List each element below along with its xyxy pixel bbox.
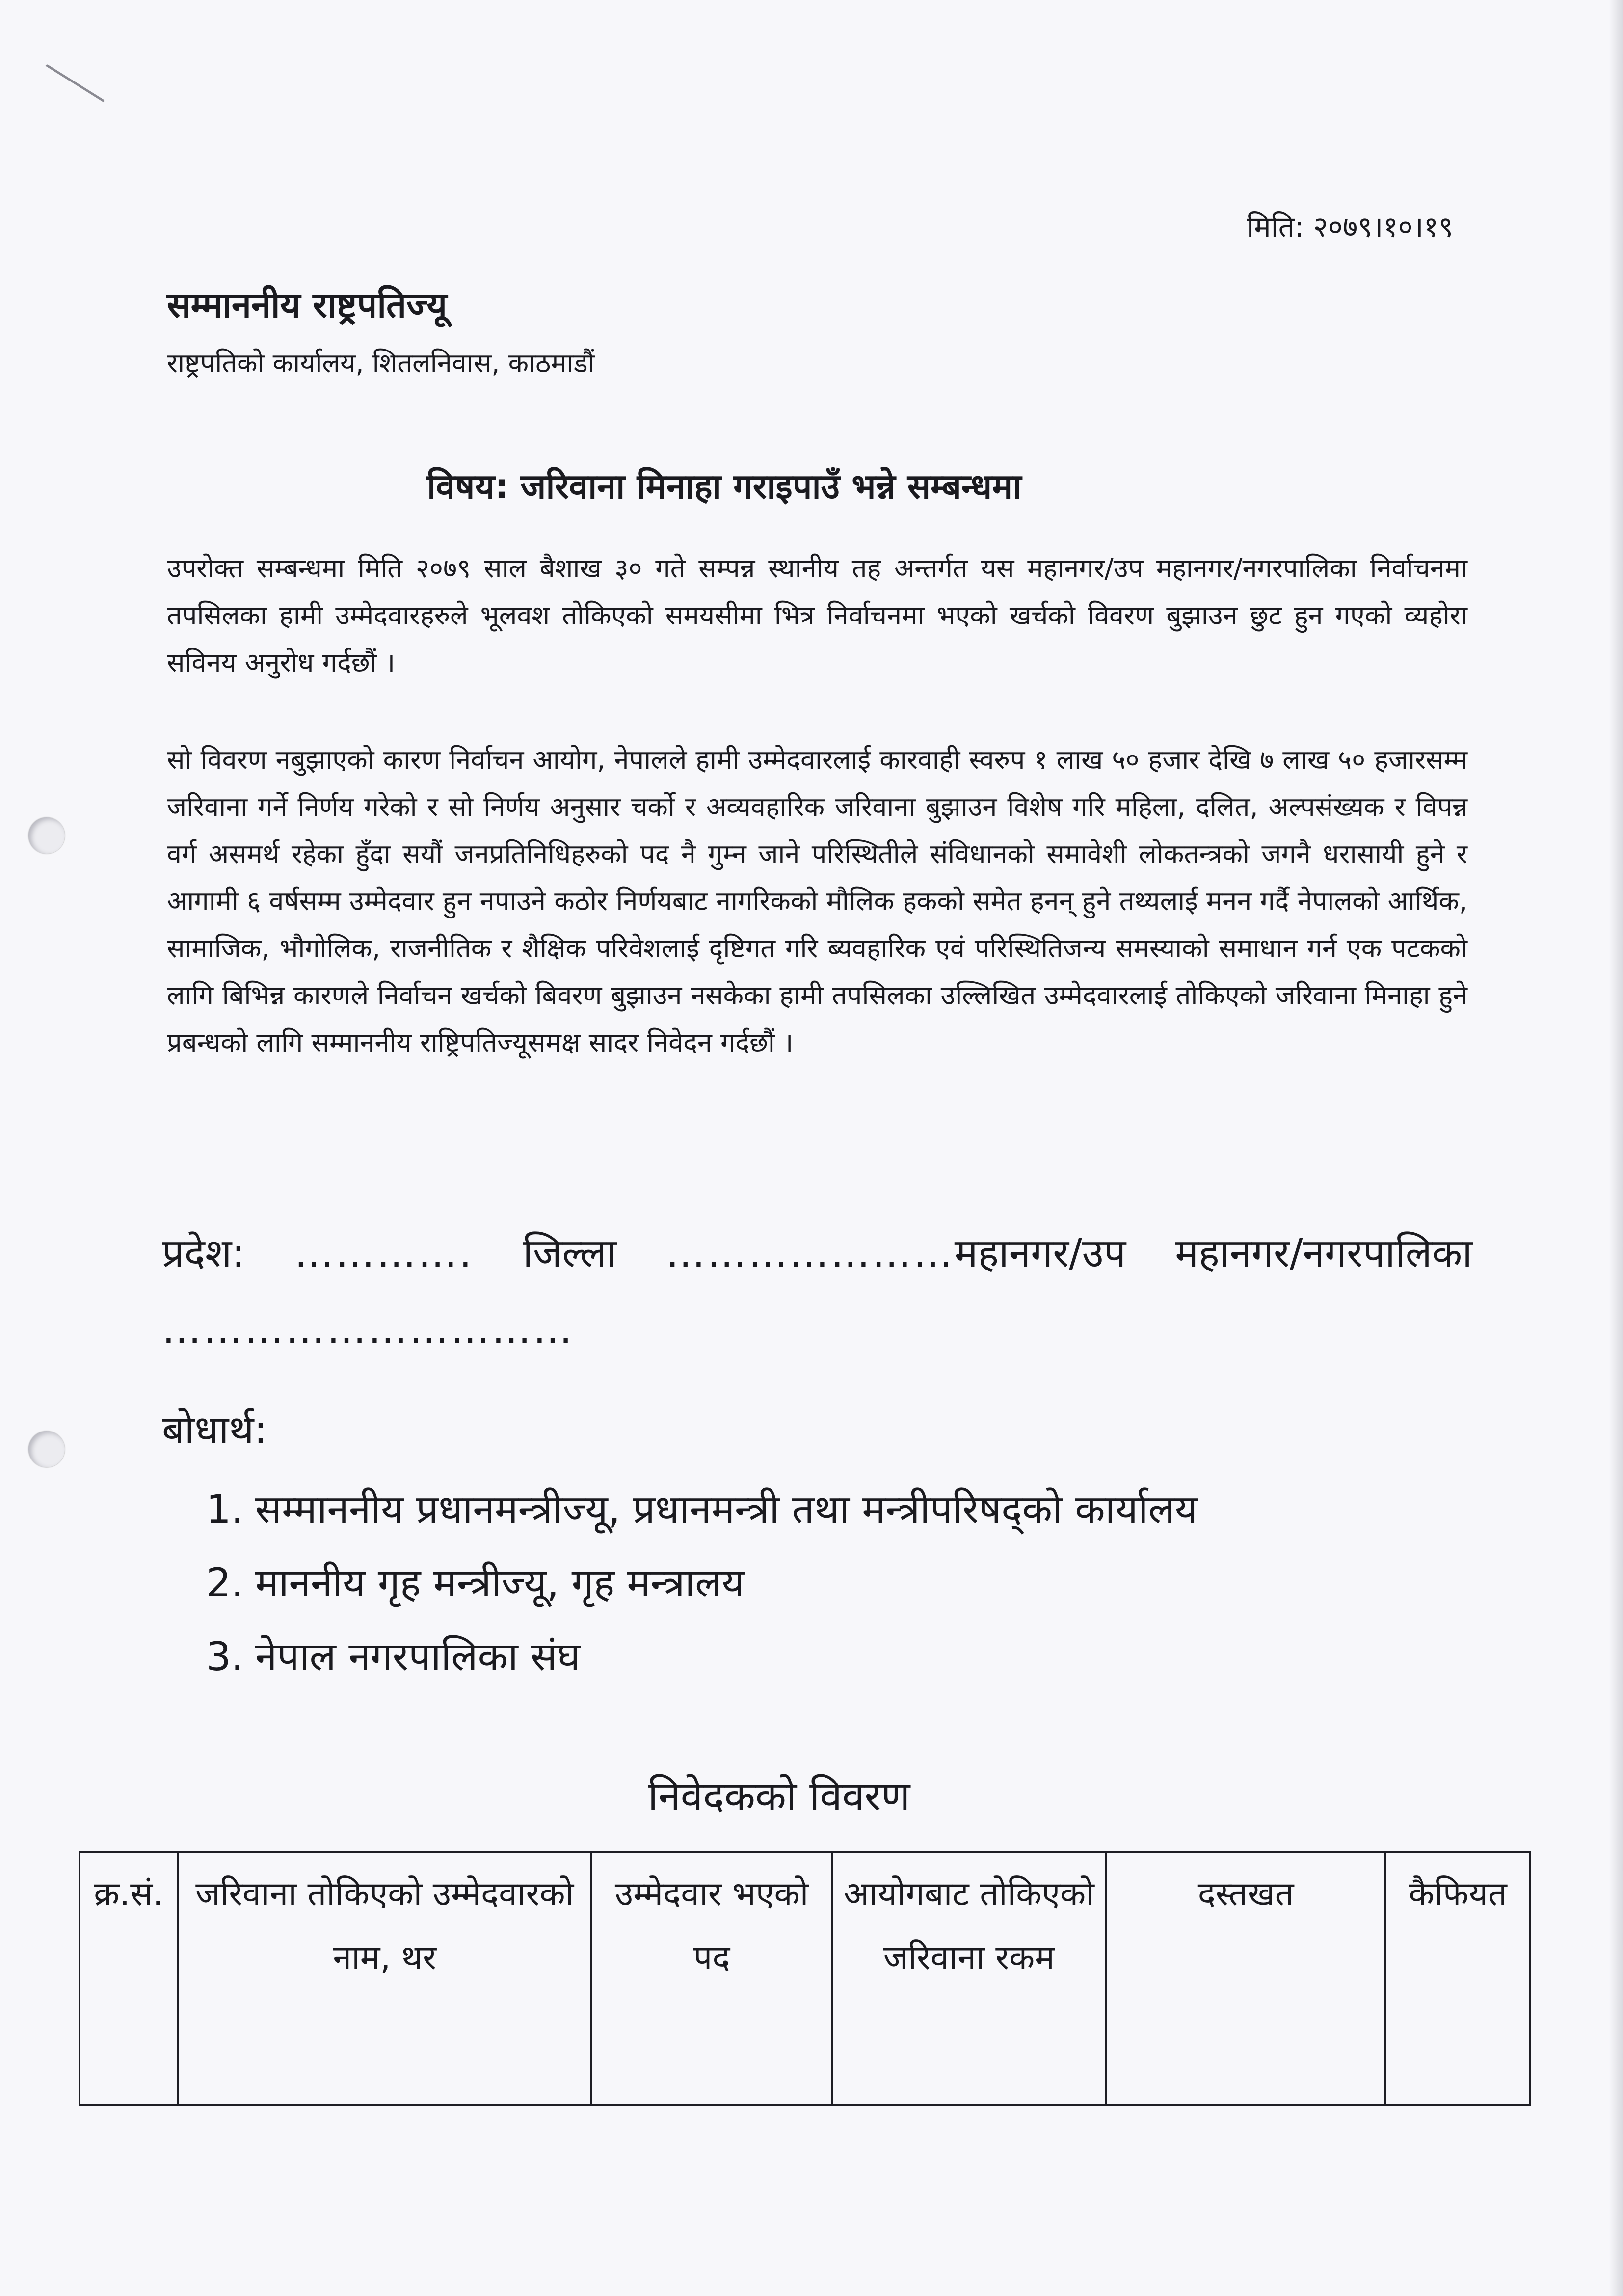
cc-item-text: सम्माननीय प्रधानमन्त्रीज्यू, प्रधानमन्त्री तथा मन्त्रीपरिषद्को कार्यालय — [255, 1486, 1198, 1532]
cc-item-text: नेपाल नगरपालिका संघ — [255, 1634, 581, 1679]
cc-list — [206, 1473, 1472, 1694]
applicant-table-title: निवेदकको विवरण — [648, 1773, 910, 1820]
cc-heading: बोधार्थ: — [162, 1407, 267, 1453]
column-header-serial: क्र.सं. — [80, 1852, 178, 2105]
page-edge-shadow — [1609, 0, 1623, 2296]
cc-item — [206, 1620, 1472, 1694]
body-paragraph: सो विवरण नबुझाएको कारण निर्वाचन आयोग, नेपालले हामी उम्मेदवारलाई कारवाही स्वरुप १ लाख ५० हजार देखि ७ लाख ५० हजारसम्म जरिवाना गर्ने निर्णय गरेको र सो निर्णय अनुसार चर्को र अव्यवहारिक जरिवाना बुझाउन विशेष गरि महिला, दलित, अल्पसंख्यक र विपन्न वर्ग असमर्थ रहेका हुँदा सयौं जनप्रतिनिधिहरुको पद नै गुम्न जाने परिस्थितीले संविधानको समावेशी लोकतन्त्रको जगनै धरासायी हुने र आगामी ६ वर्षसम्म उम्मेदवार हुन नपाउने कठोर निर्णयबाट नागरिकको मौलिक हकको समेत हनन् हुने तथ्यलाई मनन गर्दै नेपालको आर्थिक, सामाजिक, भौगोलिक, राजनीतिक र शैक्षिक परिवेशलाई दृष्टिगत गरि ब्यवहारिक एवं परिस्थितिजन्य समस्याको समाधान गर्न एक पटकको लागि बिभिन्न कारणले निर्वाचन खर्चको बिवरण बुझाउन नसकेका हामी तपसिलका उल्लिखित उम्मेदवारलाई तोकिएको जरिवाना मिनाहा हुने प्रबन्धको लागि सम्माननीय राष्ट्रिपतिज्यूसमक्ष सादर निवेदन गर्दछौं । — [167, 744, 1467, 1058]
addressee: सम्माननीय राष्ट्रपतिज्यू — [167, 284, 447, 325]
location-fields — [162, 1215, 1472, 1367]
column-header-remarks: कैफियत — [1385, 1852, 1530, 2105]
municipality-label: महानगर/उप महानगर/नगरपालिका — [954, 1230, 1472, 1276]
applicant-details-table — [79, 1851, 1531, 2106]
staple-mark — [43, 64, 105, 107]
table-header-row — [80, 1852, 1530, 2105]
addressee-address: राष्ट्रपतिको कार्यालय, शितलनिवास, काठमाडौं — [167, 348, 595, 378]
cc-item-number: 3. — [206, 1634, 244, 1679]
district-blank: ………………… — [665, 1230, 955, 1276]
punch-hole — [28, 1431, 65, 1467]
punch-hole — [28, 817, 65, 854]
province-label: प्रदेश: — [162, 1230, 245, 1276]
cc-item-number: 2. — [206, 1560, 244, 1606]
body-paragraph: उपरोक्त सम्बन्धमा मिति २०७९ साल बैशाख ३० गते सम्पन्न स्थानीय तह अन्तर्गत यस महानगर/उप महानगर/नगरपालिका निर्वाचनमा तपसिलका हामी उम्मेदवारहरुले भूलवश तोकिएको समयसीमा भित्र निर्वाचनमा भएको खर्चको विवरण बुझाउन छुट हुन गएको व्यहोरा सविनय अनुरोध गर्दछौं । — [167, 553, 1467, 678]
column-header-signature: दस्तखत — [1106, 1852, 1385, 2105]
letter-date: मिति: २०७९।१०।१९ — [1247, 210, 1454, 243]
cc-item-number: 1. — [206, 1486, 244, 1532]
cc-item-text: माननीय गृह मन्त्रीज्यू, गृह मन्त्रालय — [255, 1560, 745, 1606]
cc-item — [206, 1546, 1472, 1620]
province-blank: …………. — [294, 1230, 474, 1276]
column-header-fine-amount: आयोगबाट तोकिएको जरिवाना रकम — [832, 1852, 1106, 2105]
letter-subject: विषय: जरिवाना मिनाहा गराइपाउँ भन्ने सम्बन्धमा — [427, 466, 1022, 507]
cc-item — [206, 1473, 1472, 1546]
column-header-candidate-name: जरिवाना तोकिएको उम्मेदवारको नाम, थर — [178, 1852, 592, 2105]
municipality-blank: ………………………… — [162, 1306, 574, 1352]
column-header-post: उम्मेदवार भएको पद — [591, 1852, 831, 2105]
district-label: जिल्ला — [523, 1230, 617, 1276]
